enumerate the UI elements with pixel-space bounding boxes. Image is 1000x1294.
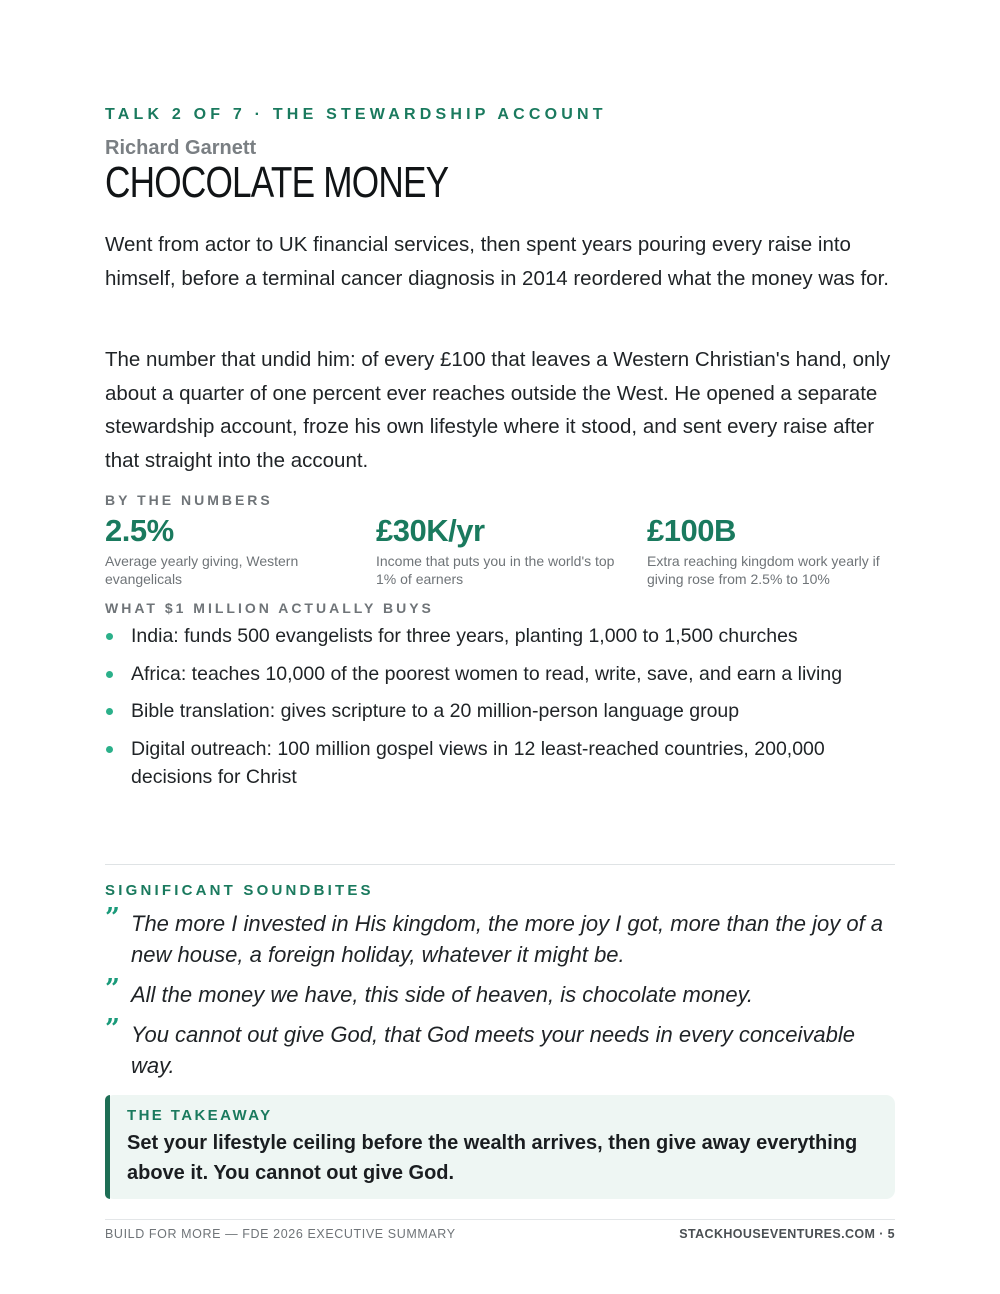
takeaway-label: THE TAKEAWAY (127, 1107, 273, 1124)
million-buys-list (105, 622, 895, 800)
takeaway-accent-bar (105, 1095, 110, 1199)
stat-caption: Average yearly giving, Western evangelicals (105, 553, 299, 587)
stat-item (105, 512, 355, 588)
footer-site-page: STACKHOUSEVENTURES.COM · 5 (679, 1227, 895, 1241)
quote-text: You cannot out give God, that God meets your needs in every conceivable way. (131, 1022, 856, 1078)
list-item (105, 660, 895, 688)
stat-caption: Extra reaching kingdom work yearly if giving rose from 2.5% to 10% (647, 553, 880, 587)
footer-divider (105, 1219, 895, 1220)
section-divider (105, 864, 895, 865)
soundbites-label: SIGNIFICANT SOUNDBITES (105, 882, 374, 899)
list-item-text: Africa: teaches 10,000 of the poorest women to read, write, save, and earn a living (131, 662, 843, 685)
stat-item (647, 512, 897, 588)
stat-value: £100B (647, 513, 736, 548)
quote-item (105, 1014, 895, 1081)
takeaway-box (105, 1095, 895, 1199)
stat-value: £30K/yr (376, 513, 485, 548)
bullet-dot-icon (106, 633, 113, 640)
talk-kicker: TALK 2 OF 7 · THE STEWARDSHIP ACCOUNT (105, 106, 607, 123)
stat-caption: Income that puts you in the world's top 1% of earners (376, 553, 615, 587)
intro-paragraph: Went from actor to UK financial services, then spent years pouring every raise into himself, before a terminal cancer diagnosis in 2014 reordered what the money was for. (105, 233, 889, 290)
list-item-text: Bible translation: gives scripture to a 20 million-person language group (131, 700, 740, 722)
soundbites-list (105, 903, 895, 1090)
speaker-name: Richard Garnett (105, 137, 257, 159)
bullet-dot-icon (106, 746, 113, 753)
list-item (105, 735, 895, 791)
quote-mark-icon: ” (105, 1014, 120, 1044)
quote-item (105, 974, 895, 1010)
quote-item (105, 903, 895, 970)
list-item-text: India: funds 500 evangelists for three years, planting 1,000 to 1,500 churches (131, 625, 798, 647)
stat-item (376, 512, 626, 588)
bullet-dot-icon (106, 671, 113, 678)
million-buys-label: WHAT $1 MILLION ACTUALLY BUYS (105, 600, 434, 616)
bullet-dot-icon (106, 708, 113, 715)
quote-mark-icon: ” (105, 974, 120, 1004)
takeaway-text: Set your lifestyle ceiling before the wealth arrives, then give away everything above it. You cannot out give God. (127, 1132, 858, 1184)
stat-value: 2.5% (105, 513, 174, 548)
list-item-text: Digital outreach: 100 million gospel views in 12 least-reached countries, 200,000 decisions for Christ (131, 737, 825, 788)
quote-text: All the money we have, this side of heaven, is chocolate money. (131, 982, 754, 1007)
stats-row (105, 512, 895, 592)
story-paragraph: The number that undid him: of every £100 that leaves a Western Christian's hand, only about a quarter of one percent ever reaches outside the West. He opened a separate stewardship account, froze his own lifestyle where it stood, and sent every raise after that straight into the account. (105, 348, 891, 472)
list-item (105, 622, 895, 650)
quote-text: The more I invested in His kingdom, the more joy I got, more than the joy of a new house, a foreign holiday, whatever it might be. (131, 911, 884, 967)
by-the-numbers-label: BY THE NUMBERS (105, 492, 273, 508)
quote-mark-icon: ” (105, 903, 120, 933)
page-title: CHOCOLATE MONEY (105, 158, 449, 207)
list-item (105, 697, 895, 725)
footer-document-title: BUILD FOR MORE — FDE 2026 EXECUTIVE SUMMARY (105, 1227, 456, 1241)
